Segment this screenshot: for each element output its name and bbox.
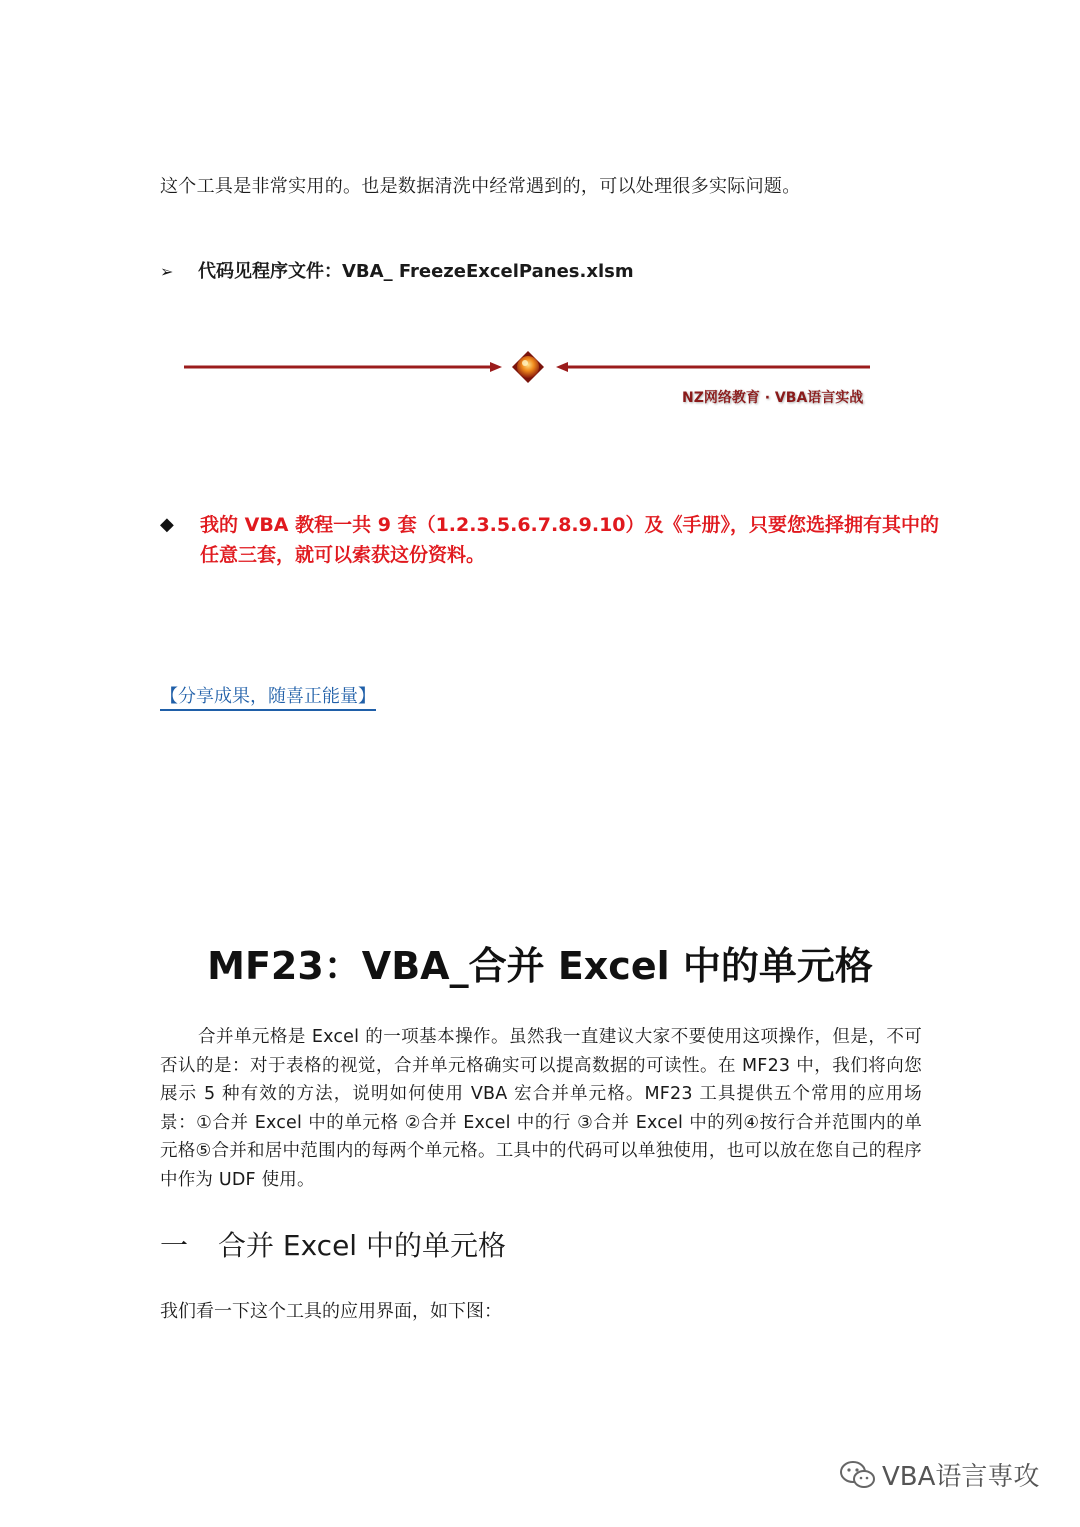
section-number: 一 [160, 1229, 189, 1262]
code-file-label: 代码见程序文件：VBA_ FreezeExcelPanes.xlsm [198, 261, 634, 282]
divider-caption: NZ网络教育 · VBA语言实战 [682, 390, 864, 406]
wechat-icon [838, 1459, 878, 1491]
divider-right-arrow [556, 362, 568, 372]
share-link[interactable]: 【分享成果，随喜正能量】 [160, 682, 376, 711]
notice-block [160, 510, 940, 570]
body-paragraph: 合并单元格是 Excel 的一项基本操作。虽然我一直建议大家不要使用这项操作，但是，不可否认的是：对于表格的视觉，合并单元格确实可以提高数据的可读性。在 MF23 中，我们将向您展示 5 种有效的方法，说明如何使用 VBA 宏合并单元格。MF23 工具提供五个常用的应用场景：①合并 Excel 中的单元格 ②合并 Excel 中的行 ③合并 Excel 中的列④按行合并范围内的单元格⑤合并和居中范围内的每两个单元格。工具中的代码可以单独使用，也可以放在您自己的程序中作为 UDF 使用。 [160, 1027, 922, 1190]
code-file-line [160, 257, 634, 283]
divider-gem-icon [512, 351, 544, 383]
section-intro: 我们看一下这个工具的应用界面，如下图： [160, 1301, 502, 1322]
divider-left-arrow [490, 362, 502, 372]
watermark-text: VBA语言専攻 [882, 1462, 1040, 1492]
section-heading-text: 合并 Excel 中的单元格 [218, 1229, 506, 1262]
diamond-bullet-icon: ◆ [160, 514, 174, 535]
intro-text: 这个工具是非常实用的。也是数据清洗中经常遇到的，可以处理很多实际问题。 [160, 176, 801, 197]
watermark [838, 1456, 1039, 1493]
page-title: MF23：VBA_合并 Excel 中的单元格 [207, 944, 873, 988]
notice-text: 我的 VBA 教程一共 9 套（1.2.3.5.6.7.8.9.10）及《手册》，只要您选择拥有其中的任意三套，就可以索获这份资料。 [200, 514, 940, 566]
arrow-bullet-icon: ➢ [160, 262, 174, 281]
section-heading [160, 1224, 506, 1264]
